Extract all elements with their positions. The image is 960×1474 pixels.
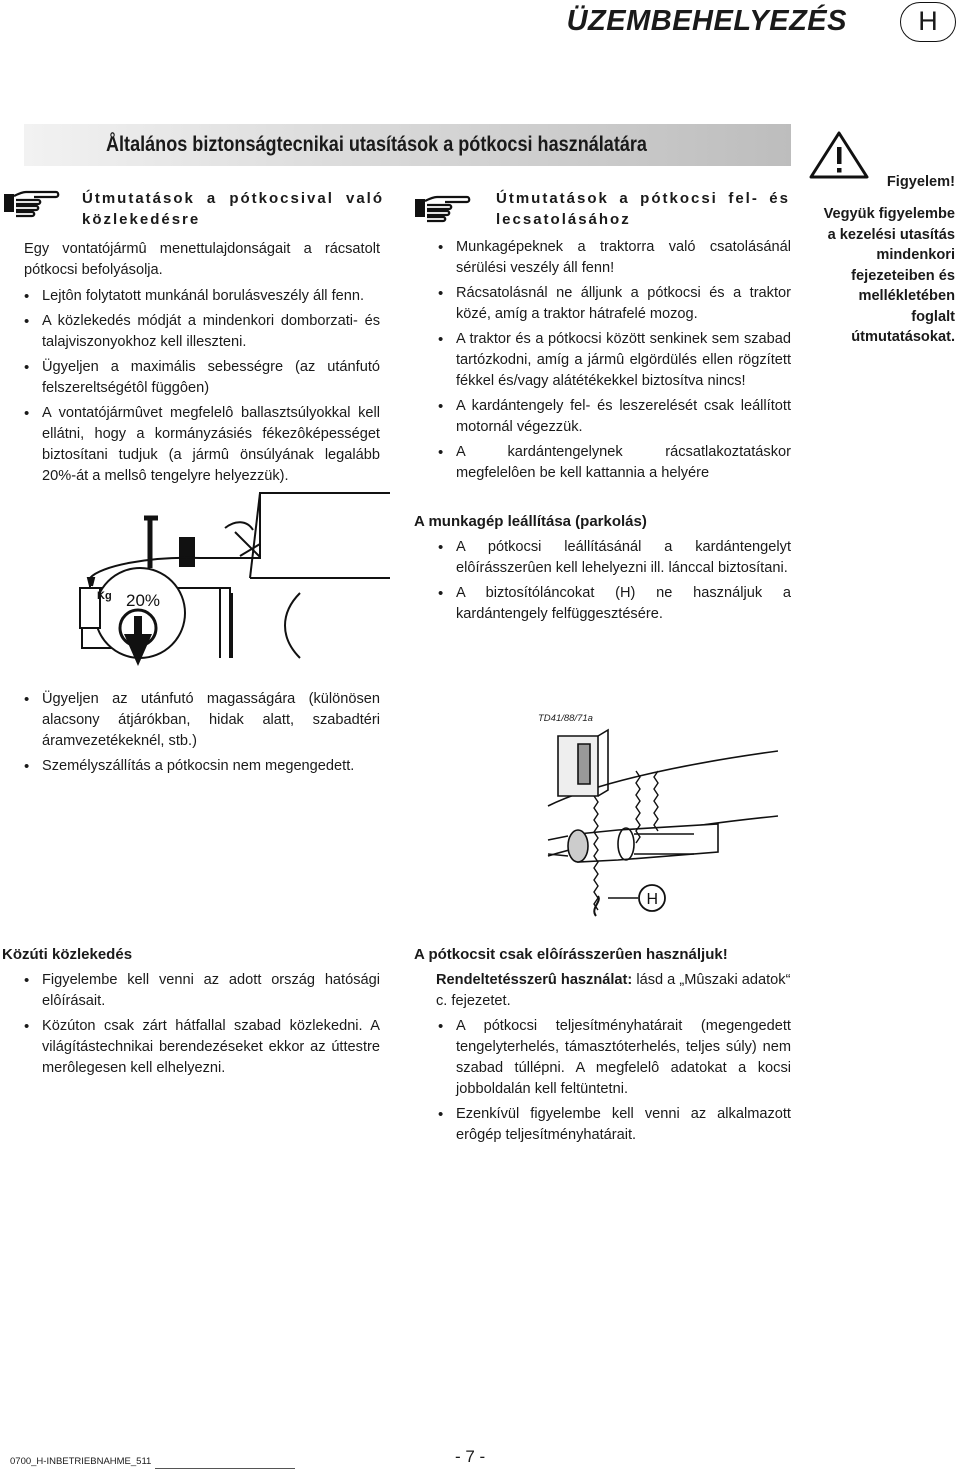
warning-line: foglalt [911, 308, 955, 325]
footer-doc-code: 0700_H-INBETRIEBNAHME_511 [10, 1456, 152, 1467]
mid-bullet-list [438, 237, 791, 488]
left-bullet-list-2 [24, 689, 380, 781]
usage-intro [436, 970, 794, 1012]
list-item: • A közlekedés módját a mindenkori domborzati- és talajviszonyokhoz kell illeszteni. [24, 311, 380, 353]
left-heading: Útmutatások a pótkocsival való közlekedésre [82, 190, 384, 228]
mid-heading: Útmutatások a pótkocsi fel- és lecsatolásához [496, 190, 790, 228]
list-item: • A traktor és a pótkocsi között senkinek sem szabad tartózkodni, amíg a jármû elgördülés ellen rögzített fékkel és/vagy alátétékekkel biztosítva nincs! [438, 329, 791, 392]
usage-bullet-list [438, 1016, 791, 1150]
weight-label: Kg [97, 590, 112, 602]
pto-shaft-chain-illustration [538, 726, 778, 926]
list-item: • Lejtôn folytatott munkánál borulásveszély áll fenn. [24, 286, 380, 307]
list-item: • Ügyeljen az utánfutó magasságára (különösen alacsony átjárókban, hidak alatt, szabadtéri áramvezetékeknél, stb.) [24, 689, 380, 752]
page-number: - 7 - [455, 1447, 486, 1466]
list-item: • Ügyeljen a maximális sebességre (az utánfutó felszereltségétôl függôen) [24, 357, 380, 399]
tractor-ballast-illustration [60, 488, 390, 673]
banner-title: Åltalános biztonságtecnikai utasítások a pótkocsi használatára [106, 133, 647, 156]
warning-line: mellékletében [858, 288, 955, 304]
warning-line: fejezeteiben és [851, 267, 955, 284]
page-header-title: ÜZEMBEHELYEZÉS [566, 5, 847, 37]
warning-line: mindenkori [876, 247, 955, 263]
left-intro: Egy vontatójármû menettulajdonságait a rácsatolt pótkocsi befolyásolja. [24, 241, 380, 278]
parking-heading: A munkagép leállítása (parkolás) [414, 513, 647, 530]
road-bullet-list [24, 970, 380, 1083]
warning-line: Vegyük figyelembe [823, 206, 955, 222]
warning-text [790, 204, 955, 348]
section-letter-badge: H [900, 2, 956, 42]
pointing-hand-icon [413, 191, 477, 230]
list-item: • A pótkocsi leállításánál a kardántengelyt elôírásszerûen kell lehelyezni ill. lánccal biztosítani. [438, 537, 791, 579]
parking-bullet-list [438, 537, 791, 629]
list-item: • Figyelembe kell venni az adott ország hatósági elôírásait. [24, 970, 380, 1012]
list-item: • A vontatójármûvet megfelelô ballasztsúlyokkal kell ellátni, hogy a kormányzásiés fékezôképességet biztosítani tudjuk (a jármû önsúlyának legalább 20%-át a mellsô tengelyre helyezzük). [24, 403, 380, 487]
percent-label: 20% [126, 591, 161, 610]
list-item: • Rácsatolásnál ne álljunk a pótkocsi és a traktor közé, amíg a traktor hátrafelé mozog. [438, 283, 791, 325]
warning-title: Figyelem! [886, 174, 955, 190]
pointing-hand-icon [2, 186, 66, 225]
list-item: • A kardántengely fel- és leszerelését csak leállított motornál végezzük. [438, 396, 791, 438]
list-item: • A pótkocsi teljesítményhatárait (megengedett tengelyterhelés, támasztóterhelés, teljes súly) nem szabad túllépni. A megfelelô adatokat a kocsi jobboldalán kell feltüntetni. [438, 1016, 791, 1100]
road-heading: Közúti közlekedés [2, 946, 133, 963]
warning-line: útmutatásokat. [851, 329, 955, 345]
left-bullet-list [24, 286, 380, 491]
usage-intro-label: Rendeltetésszerû használat: [436, 972, 633, 988]
list-item: • A biztosítóláncokat (H) ne használjuk a kardántengely felfüggesztésére. [438, 583, 791, 625]
section-banner [24, 124, 791, 166]
list-item: • Személyszállítás a pótkocsin nem megengedett. [24, 756, 380, 777]
list-item: • Munkagépeknek a traktorra való csatolásánál sérülési veszély áll fenn! [438, 237, 791, 279]
list-item: • Közúton csak zárt hátfallal szabad közlekedni. A világítástechnikai berendezéseket ekkor az úttestre merôlegesen kell elhelyezni. [24, 1016, 380, 1079]
footer-divider [155, 1468, 295, 1469]
figure-code: TD41/88/71a [538, 713, 593, 724]
figure-callout-label: H [646, 891, 659, 908]
usage-intro-text: lásd a „Mûszaki adatok“ c. fejezetet. [436, 972, 791, 1009]
list-item: • Ezenkívül figyelembe kell venni az alkalmazott erôgép teljesítményhatárait. [438, 1104, 791, 1146]
list-item: • A kardántengelynek rácsatlakoztatáskor megfelelôen be kell kattannia a helyére [438, 442, 791, 484]
usage-heading: A pótkocsit csak elôírásszerûen használjuk! [414, 946, 728, 963]
warning-line: a kezelési utasítás [827, 226, 955, 243]
